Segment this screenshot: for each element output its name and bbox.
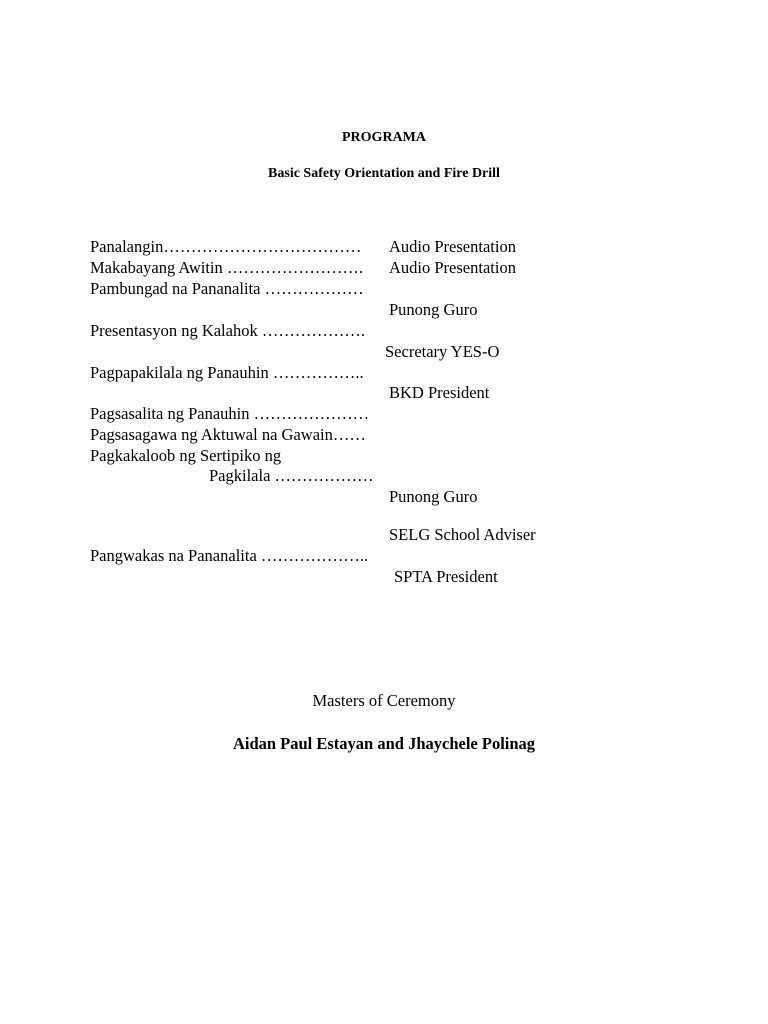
mc-names: Aidan Paul Estayan and Jhaychele Polinag — [232, 734, 536, 753]
program-item-presentasyon: Presentasyon ng Kalahok ………………. — [90, 321, 365, 340]
program-item-pagpapakilala: Pagpapakilala ng Panauhin …………….. — [90, 363, 364, 382]
program-assignee-punong-guro: Punong Guro — [389, 487, 478, 506]
program-item-pagsasagawa: Pagsasagawa ng Aktuwal na Gawain…… — [90, 425, 366, 444]
program-item-pangwakas: Pangwakas na Pananalita ……………….. — [90, 546, 369, 565]
program-assignee-selg-adviser: SELG School Adviser — [389, 525, 536, 544]
program-assignee-pangwakas: SPTA President — [394, 567, 498, 586]
program-item-pambungad: Pambungad na Pananalita ……………… — [90, 279, 364, 298]
program-item-pagkilala: Pagkilala ……………… — [209, 466, 374, 485]
program-item-pagsasalita: Pagsasalita ng Panauhin ………………… — [90, 404, 370, 423]
program-assignee-pagpapakilala: BKD President — [389, 383, 490, 402]
program-assignee-makabayang-awitin: Audio Presentation — [389, 258, 516, 277]
program-assignee-panalangin: Audio Presentation — [389, 237, 516, 256]
program-item-pagkakaloob: Pagkakaloob ng Sertipiko ng — [90, 446, 282, 465]
document-subtitle: Basic Safety Orientation and Fire Drill — [268, 166, 500, 181]
program-item-makabayang-awitin: Makabayang Awitin ……………………. — [90, 258, 363, 277]
program-assignee-pambungad: Punong Guro — [389, 300, 478, 319]
program-item-panalangin: Panalangin……………………………… — [90, 237, 362, 256]
program-assignee-presentasyon: Secretary YES-O — [385, 342, 500, 361]
document-title: PROGRAMA — [342, 130, 426, 145]
mc-label: Masters of Ceremony — [312, 691, 456, 710]
